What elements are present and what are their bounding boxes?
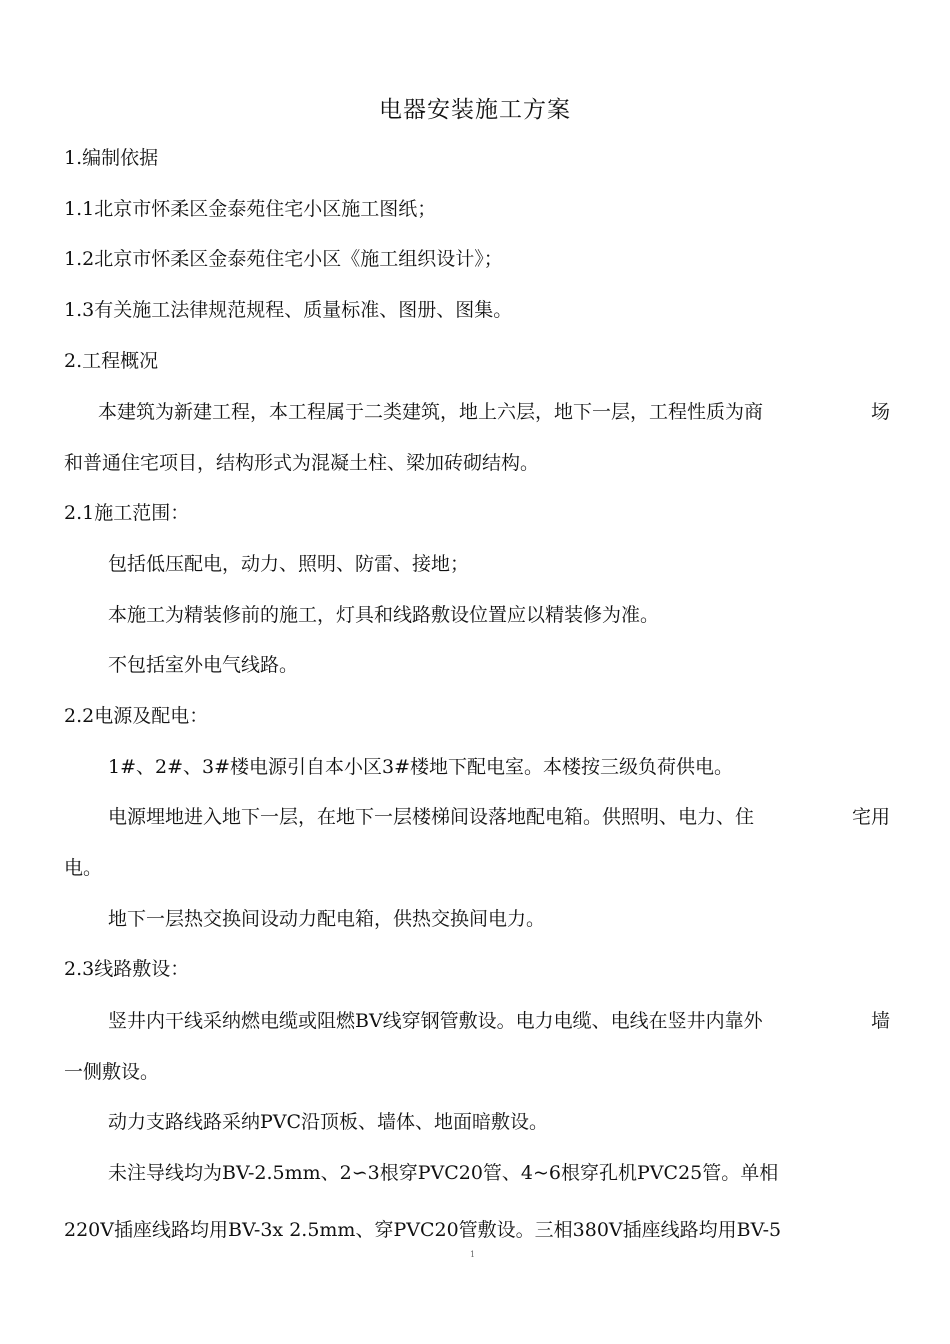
paragraph-text: 墙 (870, 1010, 890, 1032)
paragraph-line (108, 1009, 890, 1033)
paragraph-line: 和普通住宅项目，结构形式为混凝土柱、梁加砖砌结构。 (64, 452, 540, 474)
paragraph-line: 1#、2#、3#楼电源引自本小区3#楼地下配电室。本楼按三级负荷供电。 (108, 756, 734, 778)
paragraph-line: 一侧敷设。 (64, 1061, 160, 1083)
heading-1: 1.编制依据 (64, 147, 159, 169)
heading-2-2: 2.2电源及配电： (64, 705, 209, 727)
paragraph-line: 1.3有关施工法律规范规程、质量标准、图册、图集。 (64, 299, 513, 321)
paragraph-line: 动力支路线路采纳PVC沿顶板、墙体、地面暗敷设。 (108, 1111, 549, 1133)
paragraph-line: 包括低压配电，动力、照明、防雷、接地； (108, 553, 470, 575)
paragraph-text: 宅用 (851, 806, 890, 828)
paragraph-line: 220V插座线路均用BV-3x 2.5mm、穿PVC20管敷设。三相380V插座线路均用BV-5 (64, 1219, 782, 1241)
paragraph-text: 场 (870, 401, 890, 423)
heading-2: 2.工程概况 (64, 350, 159, 372)
paragraph-line: 未注导线均为BV-2.5mm、2∽3根穿PVC20管、4~6根穿孔机PVC25管。单相 (108, 1162, 779, 1184)
paragraph-line (108, 805, 890, 829)
paragraph-line: 本施工为精装修前的施工，灯具和线路敷设位置应以精装修为准。 (108, 604, 660, 626)
paragraph-line: 电。 (64, 857, 103, 879)
paragraph-text: 本建筑为新建工程，本工程属于二类建筑，地上六层，地下一层，工程性质为商 (98, 401, 764, 423)
paragraph-line: 1.1北京市怀柔区金泰苑住宅小区施工图纸； (64, 198, 437, 220)
paragraph-line: 1.2北京市怀柔区金泰苑住宅小区《施工组织设计》； (64, 248, 503, 270)
paragraph-line (98, 400, 890, 424)
paragraph-line: 不包括室外电气线路。 (108, 654, 299, 676)
document-title: 电器安装施工方案 (379, 97, 571, 123)
heading-2-3: 2.3线路敷设： (64, 958, 190, 980)
paragraph-text: 电源埋地进入地下一层，在地下一层楼梯间设落地配电箱。供照明、电力、住 (108, 806, 755, 828)
paragraph-line: 地下一层热交换间设动力配电箱，供热交换间电力。 (108, 908, 546, 930)
heading-2-1: 2.1施工范围： (64, 502, 190, 524)
page-number: 1 (470, 1250, 476, 1259)
paragraph-text: 竖井内干线采纳燃电缆或阻燃BV线穿钢管敷设。电力电缆、电线在竖井内靠外 (108, 1010, 763, 1032)
